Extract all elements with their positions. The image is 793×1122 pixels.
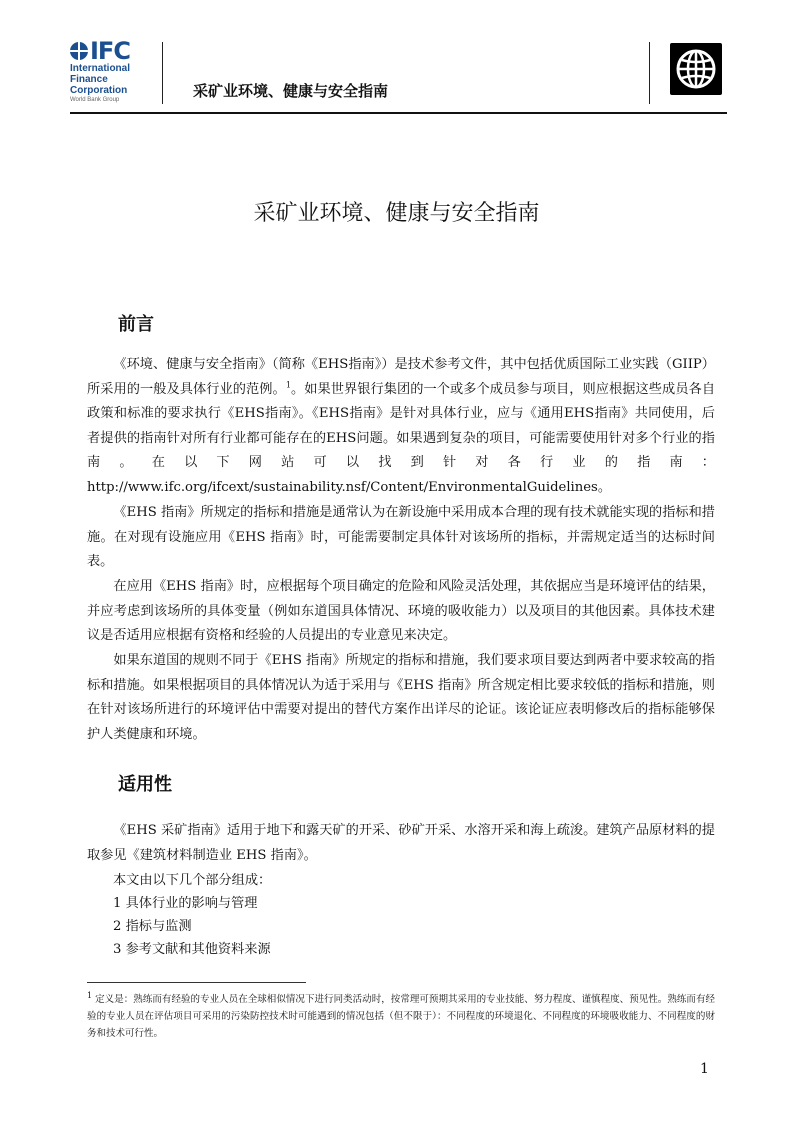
list-item: 2 指标与监测 [113, 919, 192, 934]
paragraph-text: 《环境、健康与安全指南》（简称《EHS指南》）是技术参考文件，其中包括优质国际工业实践（GIIP）所采用的一般及具体行业的范例。 [87, 357, 715, 397]
ifc-globe-icon [70, 42, 88, 60]
paragraph-text: 。如果世界银行集团的一个或多个成员参与项目，则应根据这些成员各自政策和标准的要求执行《EHS指南》。《EHS指南》是针对具体行业，应与《通用EHS指南》共同使用，后者提供的指南针对所有行业都可能存在的EHS问题。如果遇到复杂的项目，可能需要使用针对多个行业的指南。在以下网站可以找到针对各行业的指南：http://www.ifc.org/ifcext/sustainability.nsf/Content/EnvironmentalGuidelines。 [87, 381, 716, 495]
ifc-logo-lines [70, 63, 150, 96]
ifc-logo-text: IFC [90, 37, 130, 65]
header-divider-right [649, 42, 650, 104]
footnote-text: 定义是：熟练而有经验的专业人员在全球相似情况下进行同类活动时，按常理可预期其采用的专业技能、努力程度、谨慎程度、预见性。熟练而有经验的专业人员在评估项目可采用的污染防控技术时可能遇到的情况包括（但不限于）：不同程度的环境退化、不同程度的环境吸收能力、不同程度的财务和技术可行性。 [87, 994, 715, 1039]
header-divider-left [162, 42, 163, 104]
ifc-logo-line: Corporation [70, 85, 128, 96]
paragraph [87, 353, 715, 500]
ifc-logo [70, 37, 150, 106]
footnote-marker: 1 [87, 990, 93, 1000]
ifc-logo-group: World Bank Group [70, 97, 120, 103]
paragraph: 《EHS 采矿指南》适用于地下和露天矿的开采、砂矿开采、水溶开采和海上疏浚。建筑产品原材料的提取参见《建筑材料制造业 EHS 指南》。 [87, 823, 715, 863]
ifc-logo-line: Finance [70, 74, 108, 85]
header-title: 采矿业环境、健康与安全指南 [193, 82, 389, 100]
paragraph: 如果东道国的规则不同于《EHS 指南》所规定的指标和措施，我们要求项目要达到两者中要求较高的指标和措施。如果根据项目的具体情况认为适于采用与《EHS 指南》所含规定相比要求较低的指标和措施，则在针对该场所进行的环境评估中需要对提出的替代方案作出详尽的论证。该论证应表明修改后的指标能够保护人类健康和环境。 [87, 653, 715, 742]
list-item: 1 具体行业的影响与管理 [113, 896, 258, 911]
list-intro: 本文由以下几个部分组成： [113, 873, 272, 888]
footnote-rule [87, 982, 306, 983]
header-rule [70, 112, 727, 114]
ifc-logo-line: International [70, 63, 131, 74]
document-title: 采矿业环境、健康与安全指南 [253, 201, 540, 226]
world-bank-globe-icon [670, 43, 722, 95]
page-number: 1 [700, 1061, 709, 1077]
list-item: 3 参考文献和其他资料来源 [113, 942, 271, 957]
footnote-reference[interactable]: 1 [285, 380, 291, 390]
footnote [87, 991, 715, 1042]
paragraph: 在应用《EHS 指南》时，应根据每个项目确定的危险和风险灵活处理，其依据应当是环境评估的结果，并应考虑到该场所的具体变量（例如东道国具体情况、环境的吸收能力）以及项目的其他因素。具体技术建议是否适用应根据有资格和经验的人员提出的专业意见来决定。 [87, 579, 715, 643]
paragraph: 《EHS 指南》所规定的指标和措施是通常认为在新设施中采用成本合理的现有技术就能实现的指标和措施。在对现有设施应用《EHS 指南》时，可能需要制定具体针对该场所的指标，并需规定适当的达标时间表。 [87, 505, 715, 569]
section-heading-foreword: 前言 [118, 314, 154, 335]
section-heading-applicability: 适用性 [118, 774, 172, 795]
ifc-logo-mark [70, 37, 150, 65]
